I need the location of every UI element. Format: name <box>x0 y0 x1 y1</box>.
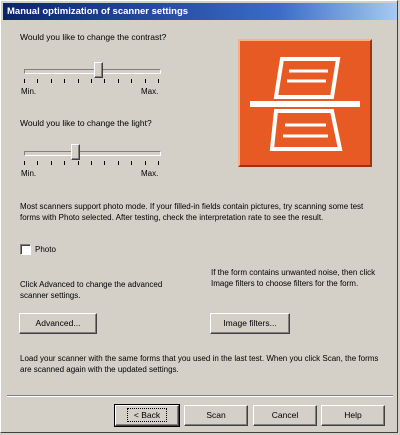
slider-tick <box>78 79 79 83</box>
help-button-label: Help <box>344 410 362 420</box>
slider-tick <box>24 79 25 83</box>
slider-tick <box>145 79 146 83</box>
cancel-button[interactable] <box>253 405 317 426</box>
light-slider-thumb[interactable] <box>71 144 80 160</box>
slider-tick <box>104 161 105 165</box>
slider-tick <box>118 161 119 165</box>
slider-tick <box>131 79 132 83</box>
advanced-button-label: Advanced... <box>35 318 81 328</box>
photo-info-text: Most scanners support photo mode. If your filled-in fields contain pictures, try scanning some test forms with Photo selected. After testing, check the interpretation rate to see the result. <box>20 202 364 222</box>
slider-tick <box>158 161 159 165</box>
slider-tick <box>37 161 38 165</box>
scan-info-text: Load your scanner with the same forms that you used in the last test. When you click Scan, the forms are scanned again with the updated settings. <box>20 354 379 374</box>
window-title: Manual optimization of scanner settings <box>7 6 189 17</box>
slider-tick <box>37 79 38 83</box>
help-button[interactable] <box>321 405 385 426</box>
slider-tick <box>118 79 119 83</box>
contrast-slider-thumb[interactable] <box>94 62 103 78</box>
scanner-logo <box>238 39 372 167</box>
slider-tick <box>24 161 25 165</box>
photo-checkbox-label[interactable]: Photo <box>35 245 56 254</box>
light-slider-ticks <box>24 161 159 165</box>
slider-tick <box>104 79 105 83</box>
contrast-slider-ticks <box>24 79 159 83</box>
light-min-label: Min. <box>21 169 37 178</box>
slider-tick <box>64 79 65 83</box>
slider-tick <box>64 161 65 165</box>
filters-info-text: If the form contains unwanted noise, then click Image filters to choose filters for the form. <box>211 268 376 288</box>
contrast-max-label: Max. <box>141 87 159 96</box>
scan-button-label: Scan <box>206 410 226 420</box>
advanced-info-text: Click Advanced to change the advanced scanner settings. <box>20 280 163 300</box>
contrast-question: Would you like to change the contrast? <box>20 32 167 42</box>
advanced-button[interactable] <box>19 313 97 334</box>
back-button[interactable] <box>115 405 179 426</box>
slider-tick <box>158 79 159 83</box>
slider-tick <box>131 161 132 165</box>
contrast-slider-track[interactable] <box>24 69 161 74</box>
light-question: Would you like to change the light? <box>20 118 152 128</box>
scan-button[interactable] <box>184 405 248 426</box>
slider-tick <box>51 79 52 83</box>
footer-separator <box>7 395 393 397</box>
slider-tick <box>91 161 92 165</box>
light-max-label: Max. <box>141 169 159 178</box>
slider-tick <box>51 161 52 165</box>
light-slider-track[interactable] <box>24 151 161 156</box>
back-button-label: < Back <box>127 408 167 422</box>
slider-tick <box>78 161 79 165</box>
image-filters-button[interactable] <box>210 313 290 334</box>
contrast-min-label: Min. <box>21 87 37 96</box>
image-filters-button-label: Image filters... <box>223 318 277 328</box>
title-bar <box>3 3 397 20</box>
scanner-document-icon <box>240 41 370 165</box>
cancel-button-label: Cancel <box>271 410 299 420</box>
photo-checkbox[interactable] <box>20 244 31 255</box>
slider-tick <box>91 79 92 83</box>
slider-tick <box>145 161 146 165</box>
